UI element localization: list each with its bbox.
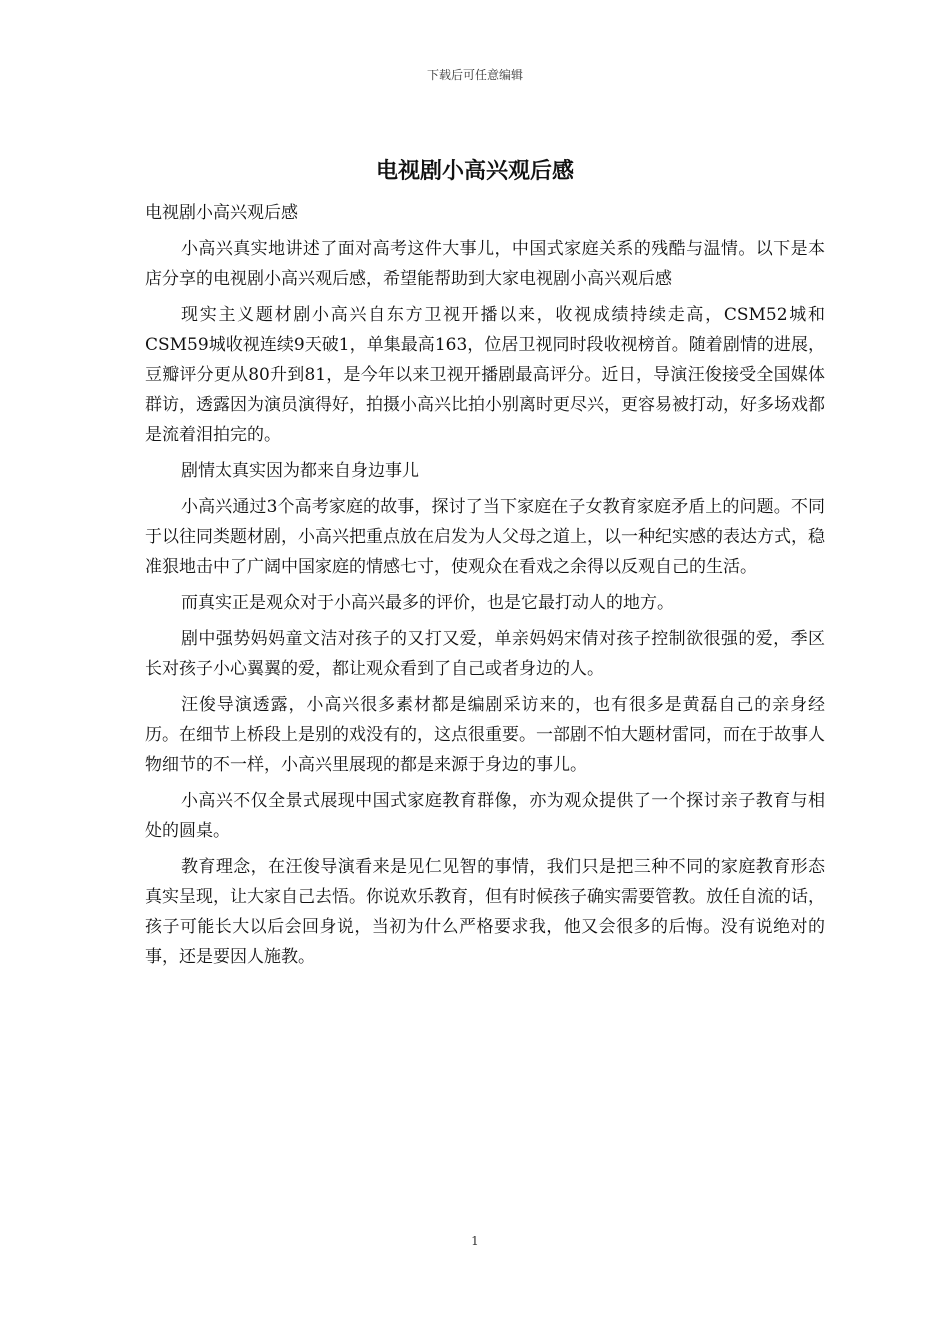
document-title: 电视剧小高兴观后感: [375, 159, 574, 184]
paragraph-subtitle: 电视剧小高兴观后感: [145, 203, 298, 223]
document-body: [145, 198, 825, 978]
paragraph: 而真实正是观众对于小高兴最多的评价，也是它最打动人的地方。: [181, 593, 674, 613]
page-number: 1: [471, 1234, 479, 1248]
paragraph: 小高兴通过3个高考家庭的故事，探讨了当下家庭在子女教育家庭矛盾上的问题。不同于以往同类题材剧，小高兴把重点放在启发为人父母之道上，以一种纪实感的表达方式，稳准狠地击中了广阔中国家庭的情感七寸，使观众在看戏之余得以反观自己的生活。: [145, 497, 825, 577]
paragraph-heading: 剧情太真实因为都来自身边事儿: [181, 461, 419, 481]
paragraph: 教育理念，在汪俊导演看来是见仁见智的事情，我们只是把三种不同的家庭教育形态真实呈现，让大家自己去悟。你说欢乐教育，但有时候孩子确实需要管教。放任自流的话，孩子可能长大以后会回身说，当初为什么严格要求我，他又会很多的后悔。没有说绝对的事，还是要因人施教。: [145, 857, 825, 967]
paragraph: 剧中强势妈妈童文洁对孩子的又打又爱，单亲妈妈宋倩对孩子控制欲很强的爱，季区长对孩子小心翼翼的爱，都让观众看到了自己或者身边的人。: [145, 629, 825, 679]
header-note: 下载后可任意编辑: [426, 68, 523, 82]
paragraph: 汪俊导演透露，小高兴很多素材都是编剧采访来的，也有很多是黄磊自己的亲身经历。在细节上桥段上是别的戏没有的，这点很重要。一部剧不怕大题材雷同，而在于故事人物细节的不一样，小高兴里展现的都是来源于身边的事儿。: [145, 695, 825, 775]
paragraph: 小高兴真实地讲述了面对高考这件大事儿，中国式家庭关系的残酷与温情。以下是本店分享的电视剧小高兴观后感，希望能帮助到大家电视剧小高兴观后感: [145, 239, 825, 289]
paragraph: 现实主义题材剧小高兴自东方卫视开播以来，收视成绩持续走高，CSM52城和CSM59城收视连续9天破1，单集最高163，位居卫视同时段收视榜首。随着剧情的进展，豆瓣评分更从80升到81，是今年以来卫视开播剧最高评分。近日，导演汪俊接受全国媒体群访，透露因为演员演得好，拍摄小高兴比拍小别离时更尽兴，更容易被打动，好多场戏都是流着泪拍完的。: [145, 305, 825, 445]
paragraph: 小高兴不仅全景式展现中国式家庭教育群像，亦为观众提供了一个探讨亲子教育与相处的圆桌。: [145, 791, 825, 841]
